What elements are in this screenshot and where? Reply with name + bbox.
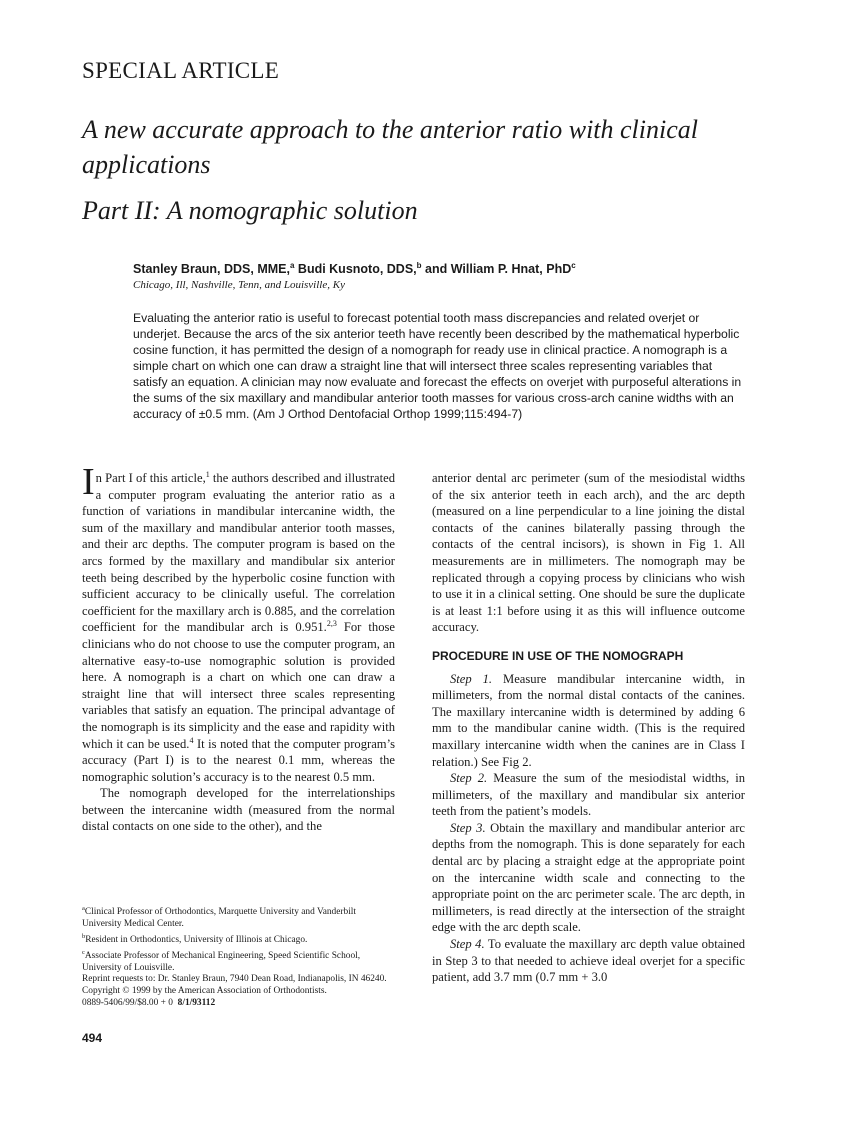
article-code xyxy=(82,998,395,1010)
footnote-mark: a xyxy=(82,905,85,912)
step-paragraph xyxy=(432,671,745,771)
footnote xyxy=(82,903,395,931)
footnote-text: Associate Professor of Mechanical Engineering, Speed Scientific School, University of Louisville. xyxy=(82,950,361,973)
page-number: 494 xyxy=(82,1031,103,1045)
body-column-right xyxy=(432,470,745,986)
author-name: Budi Kusnoto, DDS, xyxy=(294,262,417,277)
text-run: To evaluate the maxillary arc depth value obtained in Step 3 to that needed to achieve ideal overjet for a specific patient, add 3.7 mm (0.7 mm + 3.0 xyxy=(432,937,746,985)
body-column-left xyxy=(82,461,396,835)
body-paragraph: anterior dental arc perimeter (sum of the mesiodistal widths of the six anterior teeth in each arch), and the arc depth (measured on a line perpendicular to a line joining the distal contacts of the canines bilaterally passing through the contacts of the central incisors), is shown in Fig 1. All measurements are in millimeters. The nomograph may be replicated through a copying process by clinicians who wish to use it in a clinical setting. One should be sure the duplicate is at least 1:1 before using it as this will influence outcome accuracy. xyxy=(432,471,745,635)
body-paragraph: The nomograph developed for the interrelationships between the intercanine width (measured from the normal distal contacts on one side to the other), and the xyxy=(82,786,395,834)
affiliation: Chicago, Ill, Nashville, Tenn, and Louisville, Ky xyxy=(133,279,345,291)
text-run: For those clinicians who do not choose to use the computer program, an alternative easy-to-use nomographic solution is provided here. A nomograph is a chart on which one can draw a straight line that will intersect three scales representing variables that satisfy an equation. The principal advantage of the nomograph is its simplicity and the ease and rapidity with which it can be used. xyxy=(82,620,396,751)
footnote-mark: b xyxy=(82,932,86,940)
author-name: and William P. Hnat, PhD xyxy=(421,262,572,277)
step-paragraph xyxy=(432,770,745,820)
citation-ref: 4 xyxy=(189,735,194,745)
drop-cap: I xyxy=(82,461,95,503)
section-label: SPECIAL ARTICLE xyxy=(82,58,280,83)
article-title: A new accurate approach to the anterior ratio with clinical applications xyxy=(82,115,698,179)
section-heading: PROCEDURE IN USE OF THE NOMOGRAPH xyxy=(432,648,684,663)
step-label: Step 3. xyxy=(450,820,486,835)
issn-code: 0889-5406/99/$8.00 + 0 xyxy=(82,997,173,1008)
abstract: Evaluating the anterior ratio is useful to forecast potential tooth mass discrepancies and related overjet or underjet. Because the arcs of the six anterior teeth have recently been described by the mathematical hyperbolic cosine function, it has permitted the design of a nomograph for ready use in clinical practice. A nomograph is a simple chart on which one can draw a straight line that will intersect three scales representing variables that satisfy an equation. A clinician may now evaluate and forecast the effects on overjet with purposeful alterations in the sums of the six maxillary and mandibular anterior tooth masses for various cross-arch canine widths with an accuracy of ±0.5 mm. (Am J Orthod Dentofacial Orthop 1999;115:494-7) xyxy=(133,311,742,421)
author-name: Stanley Braun, DDS, MME, xyxy=(133,262,290,277)
footnote xyxy=(82,947,395,975)
citation-ref: 1 xyxy=(205,469,210,479)
article-id: 8/1/93112 xyxy=(177,997,216,1008)
step-paragraph xyxy=(432,936,745,986)
text-run: the authors described and illustrated a computer program evaluating the anterior ratio as a function of variations in mandibular intercanine width, the sum of the maxillary and mandibular anterior tooth masses, and their arc depths. The computer program is based on the arcs formed by the maxillary and mandibular six anterior teeth being described by the hyperbolic cosine function with sufficient accuracy to be clinically useful. The correlation coefficient for the maxillary arch is 0.885, and the correlation coefficient for the mandibular arch is 0.951. xyxy=(82,471,395,635)
author-mark: b xyxy=(416,261,422,270)
footnotes xyxy=(82,903,395,1010)
copyright-note: Copyright © 1999 by the American Association of Orthodontists. xyxy=(82,986,327,997)
step-label: Step 2. xyxy=(450,771,488,786)
reprint-note: Reprint requests to: Dr. Stanley Braun, 7940 Dean Road, Indianapolis, IN 46240. xyxy=(82,974,387,985)
step-label: Step 1. xyxy=(450,671,493,686)
citation-ref: 2,3 xyxy=(326,619,337,629)
body-paragraph xyxy=(82,461,396,785)
footnote-text: Resident in Orthodontics, University of Illinois at Chicago. xyxy=(85,934,308,945)
step-label: Step 4. xyxy=(450,937,485,952)
footnote-mark: c xyxy=(82,948,85,956)
author-mark: c xyxy=(571,261,576,270)
author-list xyxy=(133,261,576,276)
text-run: Measure the sum of the mesiodistal widths, in millimeters, of the maxillary and mandibular six anterior teeth from the patient’s models. xyxy=(432,771,745,819)
footnote xyxy=(82,931,395,947)
text-run: n Part I of this article, xyxy=(95,471,206,485)
text-run: Measure mandibular intercanine width, in millimeters, from the normal distal contacts of the canines. The maxillary intercanine width is determined by adding 6 mm to the mandibular canine width. (This is the required maxillary intercanine width when the canines are in Class I relation.) See Fig 2. xyxy=(432,671,745,769)
text-run: Obtain the maxillary and mandibular anterior arc depths from the nomograph. This is done separately for each dental arc by placing a straight edge at the appropriate point on the intercanine width scale and connecting to the appropriate point on the arc perimeter scale. The arc depth, in millimeters, is read directly at the intersection of the straight edge with the arc depth scale. xyxy=(432,820,746,935)
step-paragraph xyxy=(432,820,745,936)
article-subtitle: Part II: A nomographic solution xyxy=(82,196,418,225)
footnote-text: Clinical Professor of Orthodontics, Marquette University and Vanderbilt University Medical Center. xyxy=(82,907,357,929)
text-run: It is noted that the computer program’s accuracy (Part I) is to the nearest 0.1 mm, whereas the nomographic solution’s accuracy is to the nearest 0.5 mm. xyxy=(82,736,395,784)
author-mark: a xyxy=(289,261,295,270)
